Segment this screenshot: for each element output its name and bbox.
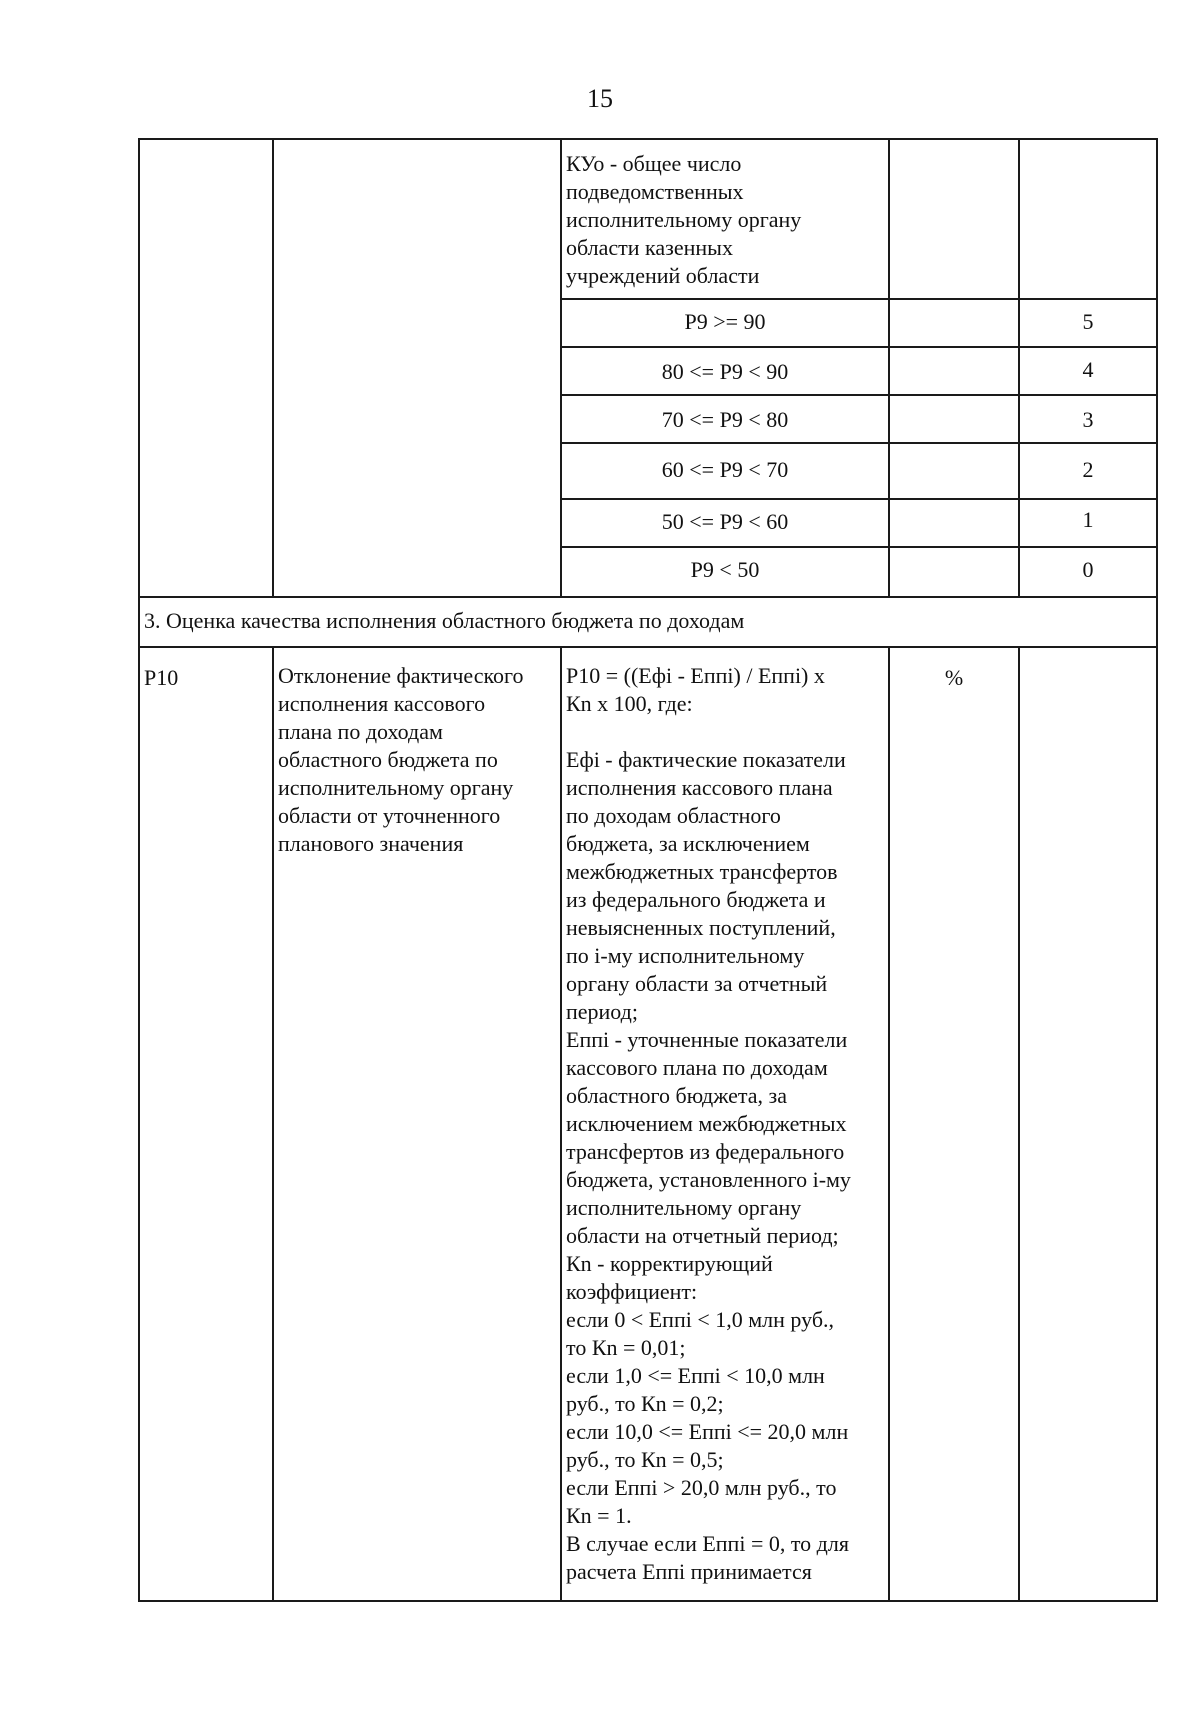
table-right-border	[1156, 138, 1158, 1602]
score-value: 3	[1082, 407, 1094, 432]
row-divider	[560, 498, 1158, 500]
row-divider	[560, 442, 1158, 444]
row-divider	[560, 298, 1158, 300]
text-line: областного бюджета, за	[566, 1083, 787, 1108]
text-line: исполнения кассового плана	[566, 775, 833, 800]
score-condition: Р9 >= 90	[684, 309, 766, 334]
text-line: из федерального бюджета и	[566, 887, 826, 912]
text-line: исключением межбюджетных	[566, 1111, 847, 1136]
text-line: Кn х 100, где:	[566, 691, 693, 716]
text-line: расчета Еппі принимается	[566, 1559, 812, 1584]
text-line: кассового плана по доходам	[566, 1055, 828, 1080]
text-line: Еппі - уточненные показатели	[566, 1027, 848, 1052]
text-line: областного бюджета по	[278, 747, 498, 772]
text-line: если Еппі > 20,0 млн руб., то	[566, 1475, 837, 1500]
score-value: 0	[1082, 557, 1094, 582]
text-line: трансфертов из федерального	[566, 1139, 845, 1164]
text-line: если 1,0 <= Еппі < 10,0 млн	[566, 1363, 825, 1388]
row-divider	[138, 646, 1158, 648]
score-condition: 70 <= Р9 < 80	[661, 407, 789, 432]
score-condition: Р9 < 50	[690, 557, 760, 582]
text-line: В случае если Еппі = 0, то для	[566, 1531, 849, 1556]
column-divider	[888, 138, 890, 598]
text-line: если 0 < Еппі < 1,0 млн руб.,	[566, 1307, 835, 1332]
indicator-unit: %	[944, 665, 964, 690]
text-line: период;	[566, 999, 638, 1024]
row-divider	[560, 546, 1158, 548]
text-line: то Кn = 0,01;	[566, 1335, 686, 1360]
blank-line	[566, 718, 884, 746]
text-line: подведомственных	[566, 179, 744, 204]
text-line: планового значения	[278, 831, 464, 856]
row-divider	[138, 596, 1158, 598]
text-line: по і-му исполнительному	[566, 943, 805, 968]
text-line: исполнительному органу	[566, 1195, 802, 1220]
indicator-name	[278, 662, 558, 858]
table-top-border	[138, 138, 1158, 140]
text-line: бюджета, за исключением	[566, 831, 810, 856]
text-line: Кn = 1.	[566, 1503, 632, 1528]
page-number: 15	[587, 84, 613, 113]
text-line: КУо - общее число	[566, 151, 742, 176]
text-line: Кn - корректирующий	[566, 1251, 773, 1276]
text-line: Отклонение фактического	[278, 663, 524, 688]
kuo-description	[566, 150, 882, 290]
row-divider	[560, 394, 1158, 396]
text-line: бюджета, установленного і-му	[566, 1167, 851, 1192]
score-value: 1	[1082, 507, 1094, 532]
text-line: исполнительному органу	[566, 207, 802, 232]
text-line: области казенных	[566, 235, 733, 260]
text-line: плана по доходам	[278, 719, 443, 744]
text-line: области на отчетный период;	[566, 1223, 839, 1248]
text-line: руб., то Кn = 0,2;	[566, 1391, 724, 1416]
score-value: 2	[1082, 457, 1094, 482]
column-divider	[1018, 646, 1020, 1602]
table-left-border	[138, 138, 140, 1602]
text-line: Р10 = ((Ефі - Еппі) / Еппі) х	[566, 663, 825, 688]
column-divider	[560, 646, 562, 1602]
text-line: невыясненных поступлений,	[566, 915, 836, 940]
text-line: руб., то Кn = 0,5;	[566, 1447, 724, 1472]
text-line: области от уточненного	[278, 803, 501, 828]
section-title: 3. Оценка качества исполнения областного бюджета по доходам	[144, 608, 745, 633]
row-divider	[560, 346, 1158, 348]
score-condition: 60 <= Р9 < 70	[661, 457, 789, 482]
text-line: учреждений области	[566, 263, 760, 288]
column-divider	[888, 646, 890, 1602]
column-divider	[272, 138, 274, 598]
text-line: исполнительному органу	[278, 775, 514, 800]
text-line: если 10,0 <= Еппі <= 20,0 млн	[566, 1419, 849, 1444]
text-line: органу области за отчетный	[566, 971, 828, 996]
text-line: исполнения кассового	[278, 691, 486, 716]
score-value: 4	[1082, 357, 1094, 382]
indicator-formula	[566, 662, 884, 1586]
table-bottom-border	[138, 1600, 1158, 1602]
score-condition: 50 <= Р9 < 60	[661, 509, 789, 534]
score-condition: 80 <= Р9 < 90	[661, 359, 789, 384]
text-line: межбюджетных трансфертов	[566, 859, 838, 884]
column-divider	[272, 646, 274, 1602]
indicator-code: Р10	[144, 665, 179, 690]
text-line: коэффициент:	[566, 1279, 698, 1304]
text-line: по доходам областного	[566, 803, 781, 828]
score-value: 5	[1082, 309, 1094, 334]
text-line: Ефі - фактические показатели	[566, 747, 846, 772]
